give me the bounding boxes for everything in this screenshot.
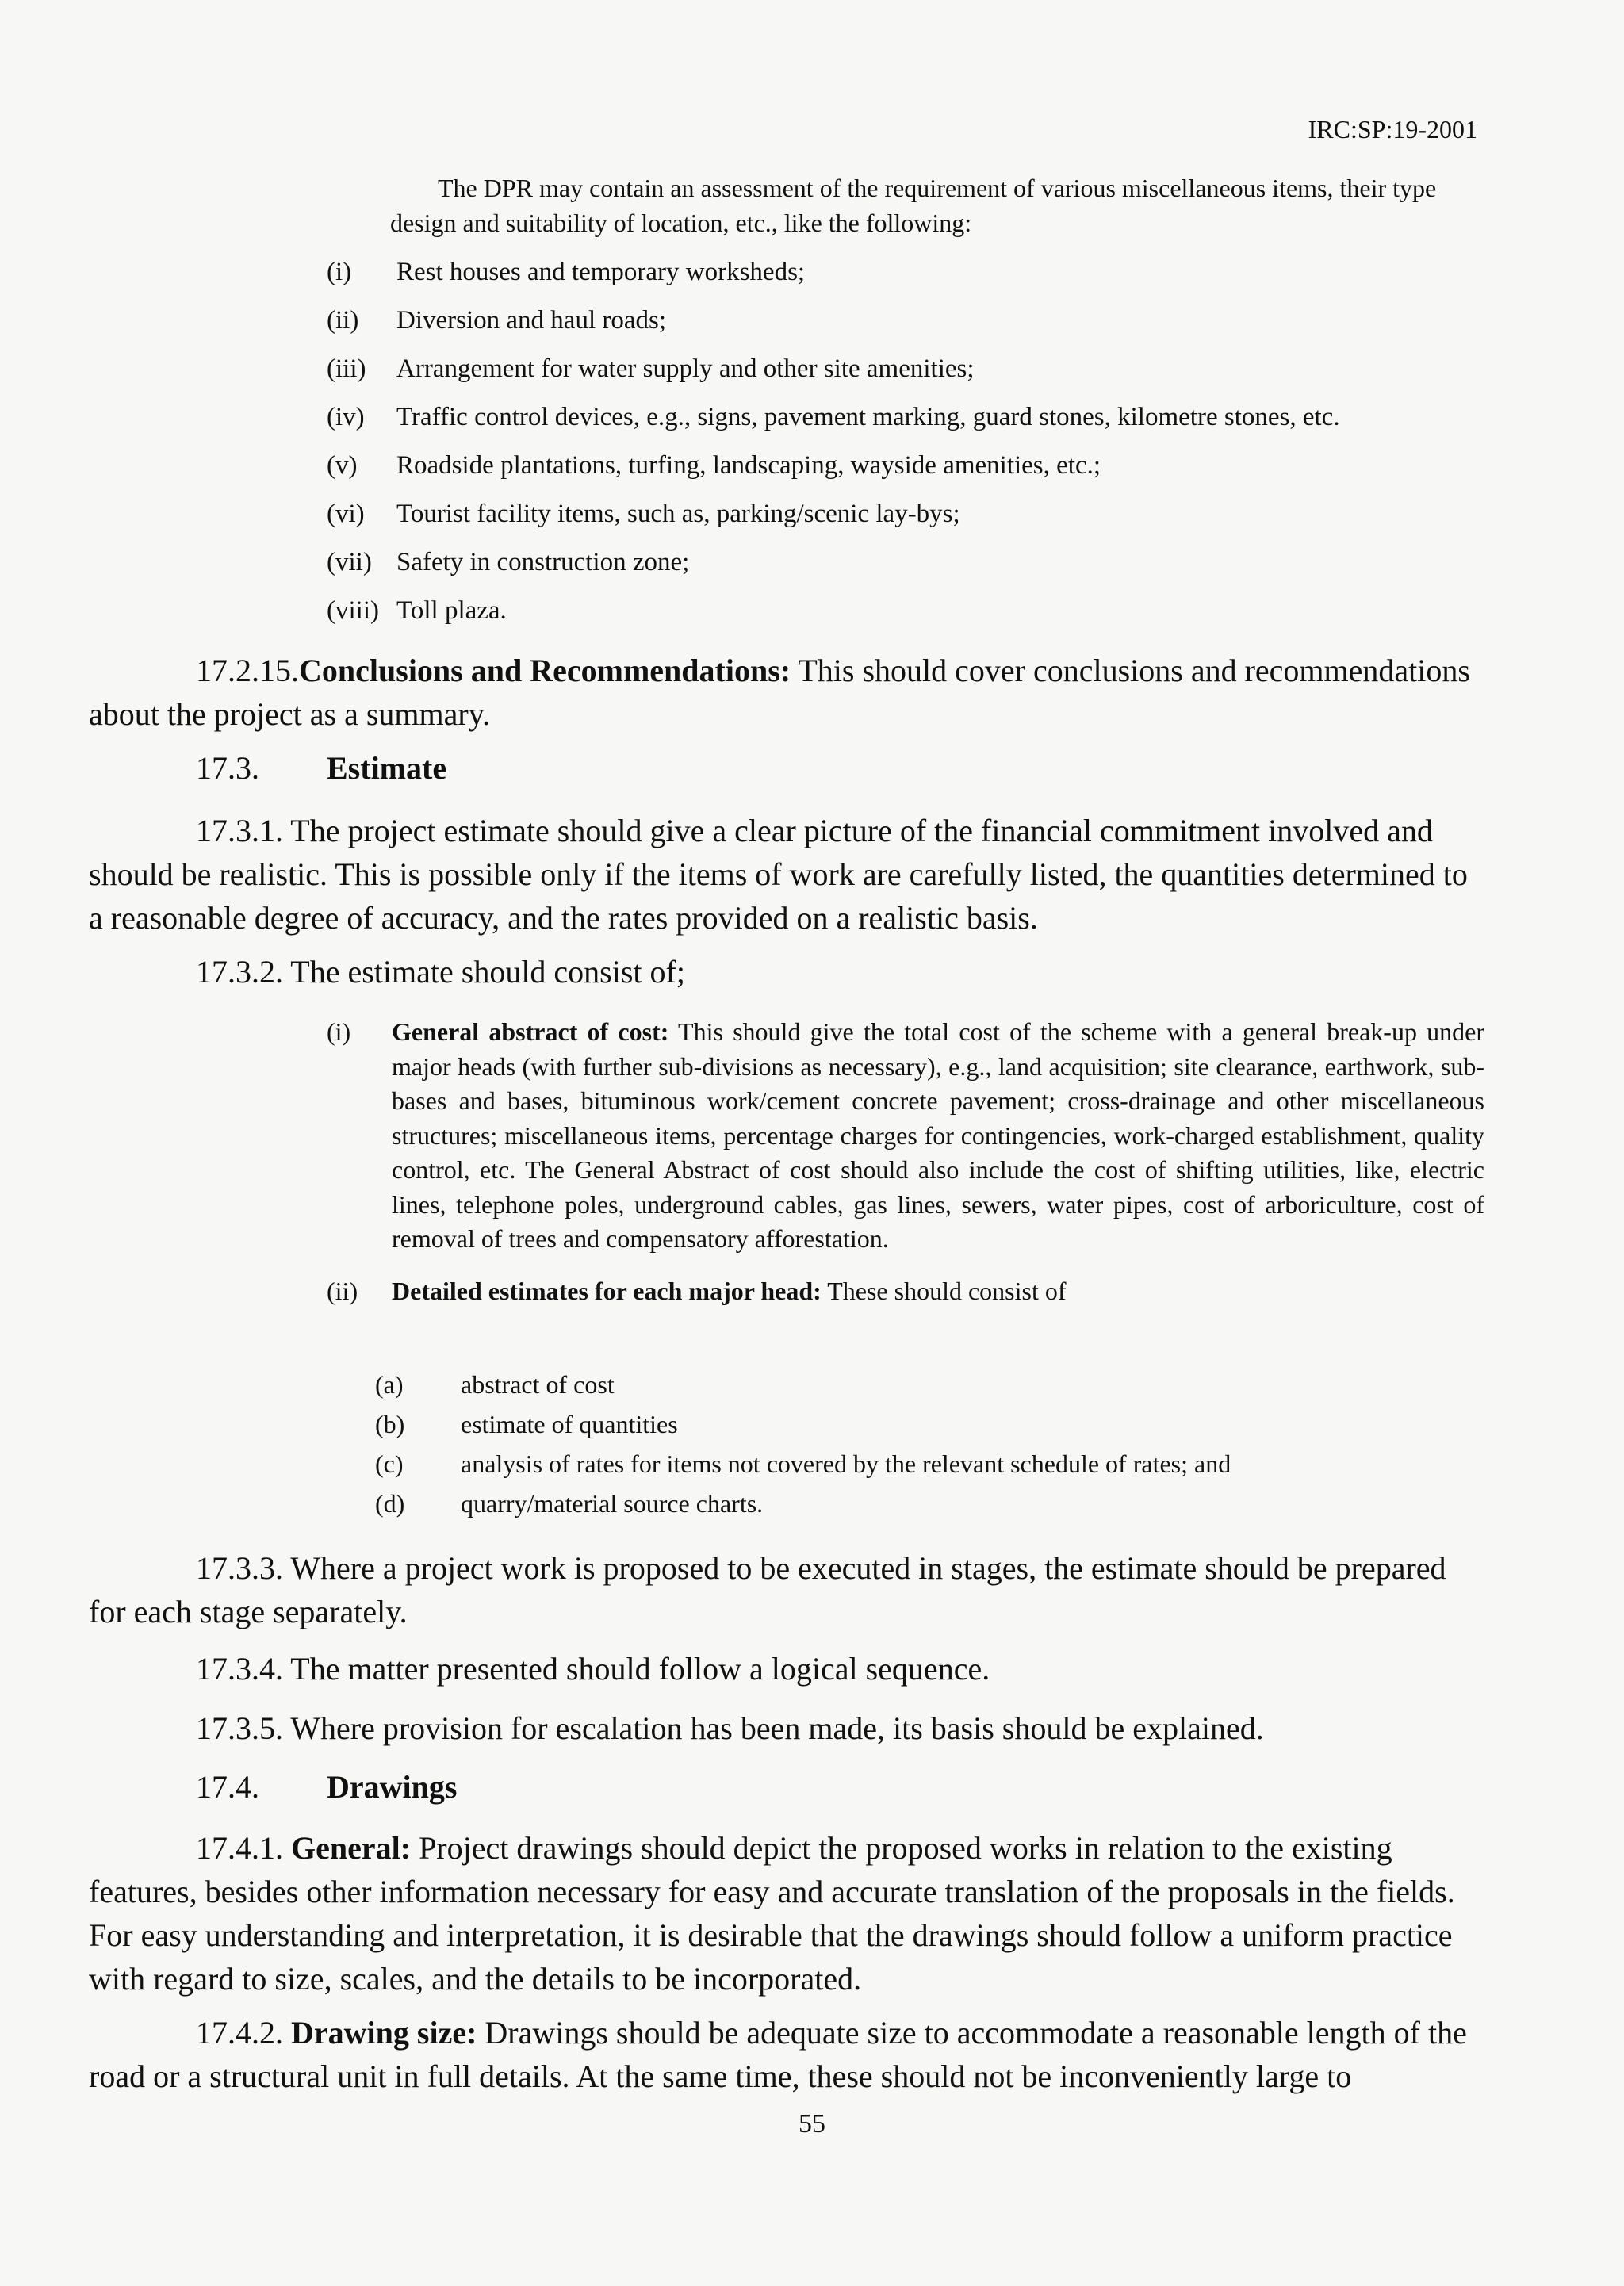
- list-item: [327, 354, 1500, 403]
- section-number: 17.4.1.: [196, 1830, 283, 1866]
- section-text: This should cover conclusions and recommendations about the project as a summary.: [89, 653, 1470, 732]
- section-number: 17.3.4.: [196, 1651, 283, 1687]
- item-text: abstract of cost: [461, 1370, 615, 1399]
- item-text: estimate of quantities: [461, 1410, 678, 1438]
- section-heading-17-3: [196, 749, 446, 787]
- item-text: Diversion and haul roads;: [396, 306, 667, 335]
- heading-number: 17.4.: [196, 1769, 259, 1805]
- list-item: [327, 1274, 1484, 1309]
- item-number: (i): [327, 1017, 351, 1046]
- item-text: Safety in construction zone;: [396, 548, 690, 576]
- list-item: [375, 1489, 1485, 1529]
- section-text: The matter presented should follow a logical sequence.: [290, 1651, 990, 1687]
- section-number: 17.2.15.: [196, 653, 299, 688]
- section-number: 17.4.2.: [196, 2015, 283, 2051]
- item-title: Detailed estimates for each major head:: [392, 1276, 822, 1305]
- section-17-4-1: [89, 1826, 1484, 2001]
- document-code: IRC:SP:19-2001: [1308, 115, 1477, 144]
- item-text: These should consist of: [827, 1276, 1067, 1305]
- item-text: Tourist facility items, such as, parking/scenic lay-bys;: [396, 500, 960, 528]
- item-text: Roadside plantations, turfing, landscaping, wayside amenities, etc.;: [396, 451, 1101, 480]
- item-number: (viii): [327, 596, 379, 625]
- list-item: [375, 1410, 1485, 1449]
- item-body: [392, 1274, 1484, 1309]
- section-17-4-2: [89, 2011, 1484, 2098]
- item-text: Rest houses and temporary worksheds;: [396, 258, 806, 286]
- section-17-2-15: [89, 649, 1484, 736]
- section-text: Project drawings should depict the proposed works in relation to the existing features, besides other information necessary for easy and accurate translation of the proposals in the fields. For easy understanding and interpretation, it is desirable that the drawings should follow a uniform practice with regard to size, scales, and the details to be incorporated.: [89, 1830, 1455, 1997]
- list-item: [327, 306, 1500, 354]
- list-item: [327, 548, 1500, 596]
- item-text: Toll plaza.: [396, 596, 507, 625]
- section-text: Where a project work is proposed to be executed in stages, the estimate should be prepared for each stage separately.: [89, 1550, 1446, 1629]
- item-letter: (b): [375, 1410, 405, 1438]
- intro-paragraph: [390, 170, 1484, 240]
- list-item: [375, 1370, 1485, 1410]
- section-title: Conclusions and Recommendations:: [299, 653, 791, 688]
- item-text: This should give the total cost of the scheme with a general break-up under major heads (with further sub-divisions as necessary), e.g., land acquisition; site clearance, earthwork, sub-bases and bases, bituminous work/cement concrete pavement; cross-drainage and other miscellaneous structures; miscellaneous items, percentage charges for contingencies, work-charged establishment, quality control, etc. The General Abstract of cost should also include the cost of shifting utilities, like, electric lines, telephone poles, underground cables, gas lines, sewers, water pipes, cost of arboriculture, cost of removal of trees and compensatory afforestation.: [392, 1017, 1485, 1253]
- item-body: [392, 1015, 1484, 1257]
- list-item: [327, 500, 1500, 548]
- section-number: 17.3.3.: [196, 1550, 283, 1586]
- section-17-3-2: [89, 950, 1484, 994]
- page-number: 55: [799, 2109, 825, 2139]
- item-number: (v): [327, 451, 358, 480]
- item-number: (i): [327, 258, 352, 286]
- item-number: (vii): [327, 548, 372, 576]
- item-text: analysis of rates for items not covered by the relevant schedule of rates; and: [461, 1449, 1231, 1478]
- section-title: Drawing size:: [291, 2015, 477, 2051]
- section-17-3-4: [89, 1647, 1484, 1691]
- section-17-3-5: [89, 1706, 1484, 1750]
- item-text: Arrangement for water supply and other site amenities;: [396, 354, 975, 383]
- section-17-3-3: [89, 1546, 1484, 1633]
- item-number: (ii): [327, 1276, 358, 1305]
- item-title: General abstract of cost:: [392, 1017, 669, 1046]
- estimate-components-list: [327, 1015, 1484, 1308]
- item-letter: (d): [375, 1489, 405, 1518]
- section-heading-17-4: [196, 1768, 457, 1805]
- miscellaneous-items-list: [327, 258, 1500, 645]
- list-item: [327, 451, 1500, 500]
- list-item: [327, 403, 1500, 451]
- item-number: (iii): [327, 354, 366, 383]
- heading-title: Estimate: [327, 750, 447, 786]
- section-number: 17.3.2.: [196, 954, 283, 990]
- item-number: (iv): [327, 403, 365, 431]
- section-title: General:: [291, 1830, 412, 1866]
- section-17-3-1: [89, 809, 1484, 940]
- item-letter: (a): [375, 1370, 404, 1399]
- list-item: [327, 258, 1500, 306]
- item-text: Traffic control devices, e.g., signs, pavement marking, guard stones, kilometre stones, etc.: [396, 403, 1340, 431]
- section-number: 17.3.5.: [196, 1710, 283, 1746]
- list-item: [327, 1015, 1484, 1257]
- list-item: [375, 1449, 1485, 1489]
- intro-text: The DPR may contain an assessment of the requirement of various miscellaneous items, their type design and suitability of location, etc., like the following:: [390, 174, 1437, 237]
- item-number: (vi): [327, 500, 365, 528]
- section-text: The estimate should consist of;: [290, 954, 685, 990]
- item-text: quarry/material source charts.: [461, 1489, 764, 1518]
- detailed-estimate-parts-list: [375, 1370, 1485, 1529]
- heading-number: 17.3.: [196, 750, 259, 786]
- item-letter: (c): [375, 1449, 404, 1478]
- section-text: The project estimate should give a clear picture of the financial commitment involved and should be realistic. This is possible only if the items of work are carefully listed, the quantities determined to a reasonable degree of accuracy, and the rates provided on a realistic basis.: [89, 813, 1468, 936]
- heading-title: Drawings: [327, 1769, 458, 1805]
- item-number: (ii): [327, 306, 359, 335]
- section-text: Where provision for escalation has been made, its basis should be explained.: [290, 1710, 1264, 1746]
- list-item: [327, 596, 1500, 645]
- section-number: 17.3.1.: [196, 813, 283, 848]
- section-text: Drawings should be adequate size to accommodate a reasonable length of the road or a structural unit in full details. At the same time, these should not be inconveniently large to: [89, 2015, 1467, 2094]
